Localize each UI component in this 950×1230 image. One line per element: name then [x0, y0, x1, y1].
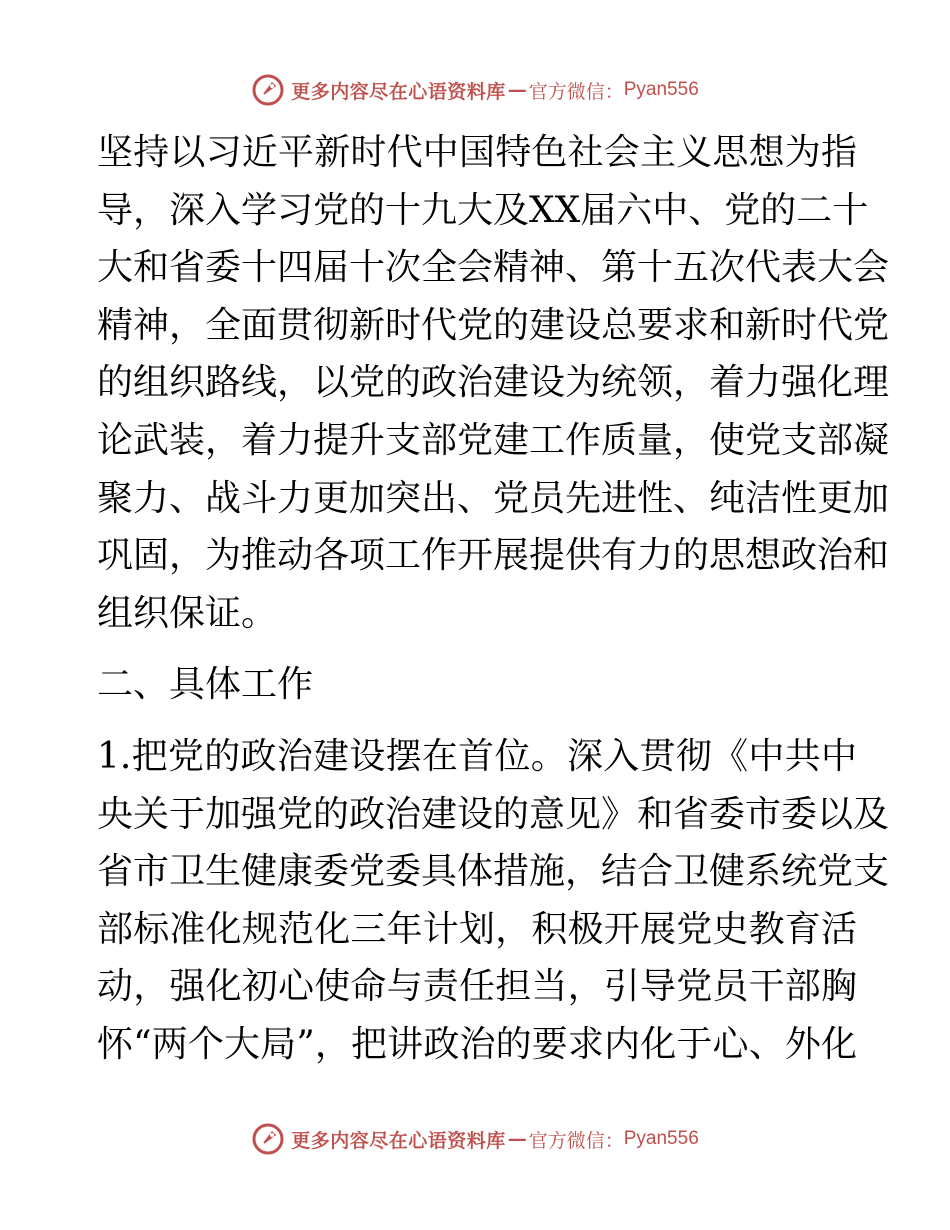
paragraph-spacer [97, 642, 857, 656]
banner-wechat-label: 官方微信： [528, 80, 624, 103]
paragraph-spacer [97, 714, 857, 728]
banner-dash: — [507, 79, 527, 101]
text-line: 央关于加强党的政治建设的意见》和省委市委以及 [97, 793, 890, 835]
text-line: 的组织路线，以党的政治建设为统领，着力强化理 [97, 362, 890, 404]
text-line: 坚持以习近平新时代中国特色社会主义思想为指 [97, 132, 857, 173]
banner-main-text: 更多内容尽在心语资料库 [291, 1129, 506, 1152]
paragraph-political-construction [97, 728, 890, 1074]
text-line: 巩固，为推动各项工作开展提供有力的思想政治和 [97, 535, 890, 577]
banner-main-text: 更多内容尽在心语资料库 [291, 80, 506, 103]
banner-wechat-id: Pyan556 [623, 79, 699, 100]
footer-watermark-banner [0, 1119, 950, 1159]
header-watermark-banner [0, 70, 950, 110]
text-line: 聚力、战斗力更加突出、党员先进性、纯洁性更加 [97, 477, 890, 519]
banner-dash: — [507, 1128, 527, 1150]
text-line: 动，强化初心使命与责任担当，引导党员干部胸 [97, 966, 857, 1008]
text-line: 部标准化规范化三年计划，积极开展党史教育活 [97, 908, 857, 950]
text-line: 导，深入学习党的十九大及XX届六中、党的二十 [97, 189, 869, 231]
text-line: 大和省委十四届十次全会精神、第十五次代表大会 [97, 247, 890, 289]
paragraph-guiding-ideology [97, 124, 890, 642]
pen-nib-logo-icon [251, 1122, 285, 1156]
pen-nib-logo-icon [251, 73, 285, 107]
banner-wechat-label: 官方微信： [528, 1129, 624, 1152]
text-line: 论武装，着力提升支部党建工作质量，使党支部凝 [97, 419, 890, 461]
text-line: 1.把党的政治建设摆在首位。深入贯彻《中共中 [97, 735, 857, 777]
banner-wechat-id: Pyan556 [623, 1128, 699, 1149]
text-line: 组织保证。 [97, 592, 278, 634]
document-body [97, 124, 890, 1074]
text-line: 怀“两个大局”，把讲政治的要求内化于心、外化 [97, 1023, 857, 1065]
text-line: 精神，全面贯彻新时代党的建设总要求和新时代党 [97, 304, 890, 346]
text-line: 省市卫生健康委党委具体措施，结合卫健系统党支 [97, 851, 890, 893]
section-heading: 二、具体工作 [97, 664, 314, 706]
